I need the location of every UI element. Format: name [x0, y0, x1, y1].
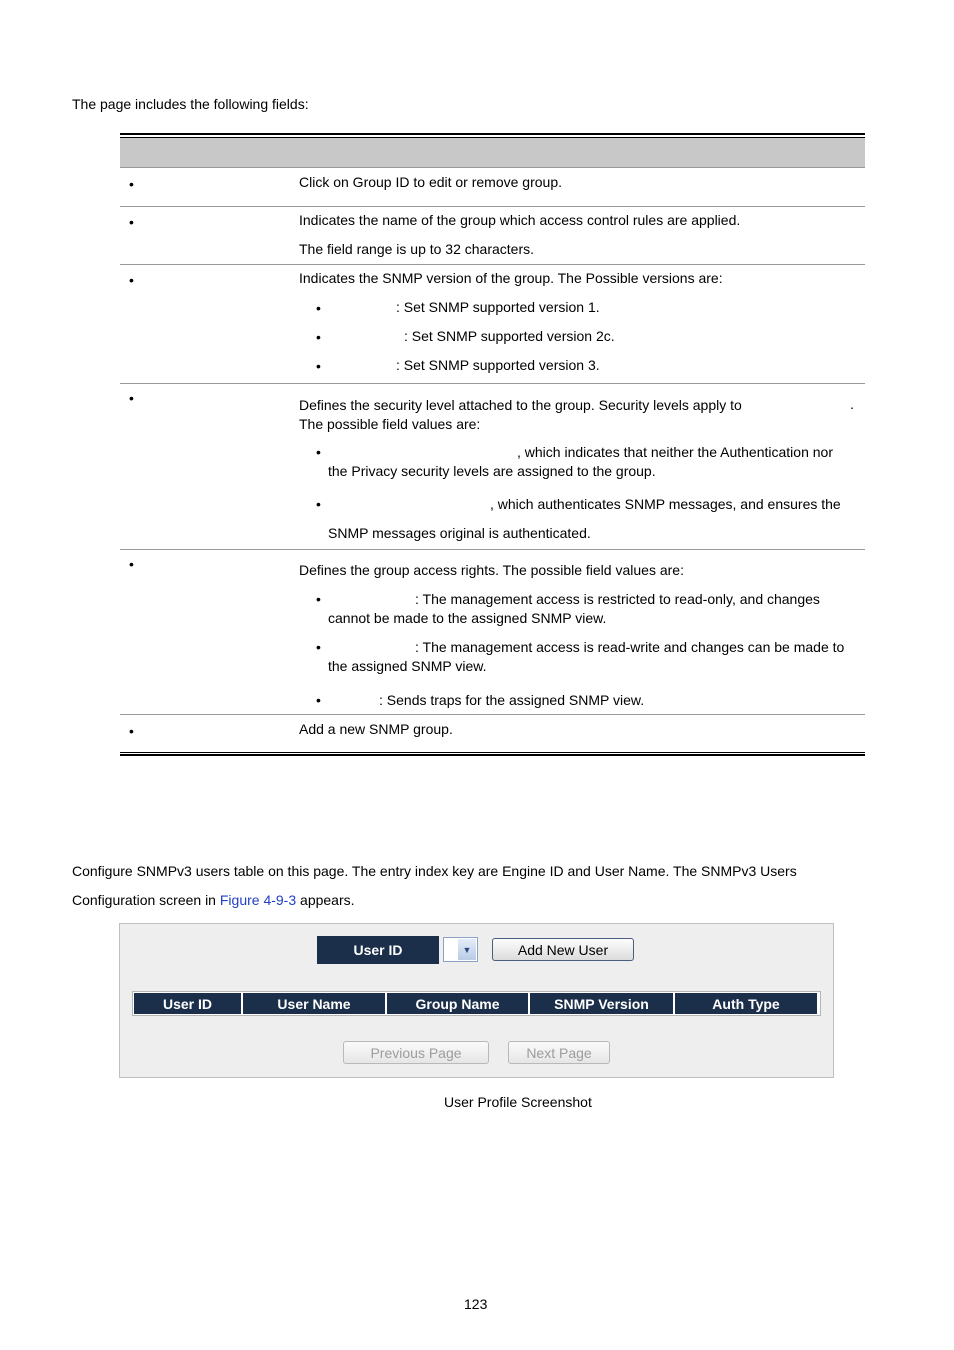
sub-description: : The management access is read-write and changes can be made to — [415, 639, 845, 655]
field-description: Click on Group ID to edit or remove group. — [299, 174, 563, 190]
sub-bullet: • — [316, 444, 321, 460]
column-header-group-name: Group Name — [387, 993, 528, 1014]
user-id-select[interactable] — [443, 937, 478, 962]
sub-bullet: • — [316, 639, 321, 655]
sub-description: SNMP messages original is authenticated. — [328, 525, 591, 541]
column-header-user-name: User Name — [243, 993, 385, 1014]
figure-link[interactable]: Figure 4-9-3 — [219, 892, 297, 908]
bullet: • — [129, 390, 134, 406]
chevron-down-icon[interactable]: ▼ — [458, 939, 476, 960]
add-new-user-button[interactable]: Add New User — [492, 938, 634, 961]
sub-bullet: • — [316, 692, 321, 708]
sub-bullet: • — [316, 329, 321, 345]
sub-bullet: • — [316, 300, 321, 316]
field-description: Defines the security level attached to the group. Security levels apply to — [299, 397, 742, 413]
body-paragraph — [72, 857, 797, 915]
sub-description: , which indicates that neither the Authentication nor — [517, 444, 833, 460]
paragraph-text: appears. — [296, 892, 355, 908]
page-number: 123 — [464, 1296, 488, 1312]
bullet: • — [129, 723, 134, 739]
column-header-auth-type: Auth Type — [675, 993, 817, 1014]
fields-table — [120, 133, 865, 756]
user-id-label: User ID — [317, 936, 439, 964]
table-bottom-rule — [120, 752, 865, 756]
sub-bullet: • — [316, 358, 321, 374]
sub-description: : Set SNMP supported version 1. — [396, 299, 600, 315]
next-page-button[interactable]: Next Page — [508, 1041, 610, 1064]
column-header-snmp-version: SNMP Version — [530, 993, 673, 1014]
bullet: • — [129, 556, 134, 572]
table-row — [120, 384, 865, 550]
field-description: Defines the group access rights. The possible field values are: — [299, 562, 684, 578]
field-description: Indicates the name of the group which access control rules are applied. — [299, 212, 741, 228]
field-description: Add a new SNMP group. — [299, 721, 453, 737]
paragraph-line: Configure SNMPv3 users table on this page. The entry index key are Engine ID and User Name. The SNMPv3 Users — [72, 863, 797, 879]
sub-description: , which authenticates SNMP messages, and ensures the — [490, 496, 841, 512]
sub-description: cannot be made to the assigned SNMP view. — [328, 610, 607, 626]
table-row — [120, 715, 865, 752]
table-header — [120, 138, 865, 168]
sub-description: : The management access is restricted to read-only, and changes — [415, 591, 820, 607]
bullet: • — [129, 272, 134, 288]
column-header-user-id: User ID — [134, 993, 241, 1014]
bullet: • — [129, 176, 134, 192]
sub-description: the Privacy security levels are assigned to the group. — [328, 463, 656, 479]
field-description: Indicates the SNMP version of the group. The Possible versions are: — [299, 270, 723, 286]
users-table-header — [132, 991, 821, 1016]
paragraph-text: Configuration screen in — [72, 892, 220, 908]
trailing-period: . — [850, 396, 854, 412]
user-profile-panel — [119, 923, 834, 1078]
table-row — [120, 265, 865, 384]
table-row — [120, 550, 865, 715]
table-row — [120, 207, 865, 265]
figure-caption: User Profile Screenshot — [444, 1094, 592, 1110]
sub-bullet: • — [316, 591, 321, 607]
sub-description: the assigned SNMP view. — [328, 658, 487, 674]
field-description: The field range is up to 32 characters. — [299, 241, 535, 257]
bullet: • — [129, 214, 134, 230]
sub-description: : Set SNMP supported version 3. — [396, 357, 600, 373]
previous-page-button[interactable]: Previous Page — [343, 1041, 489, 1064]
intro-text: The page includes the following fields: — [72, 96, 309, 112]
sub-description: : Sends traps for the assigned SNMP view. — [379, 692, 645, 708]
sub-bullet: • — [316, 496, 321, 512]
field-description: The possible field values are: — [299, 416, 481, 432]
table-row — [120, 168, 865, 207]
sub-description: : Set SNMP supported version 2c. — [404, 328, 615, 344]
